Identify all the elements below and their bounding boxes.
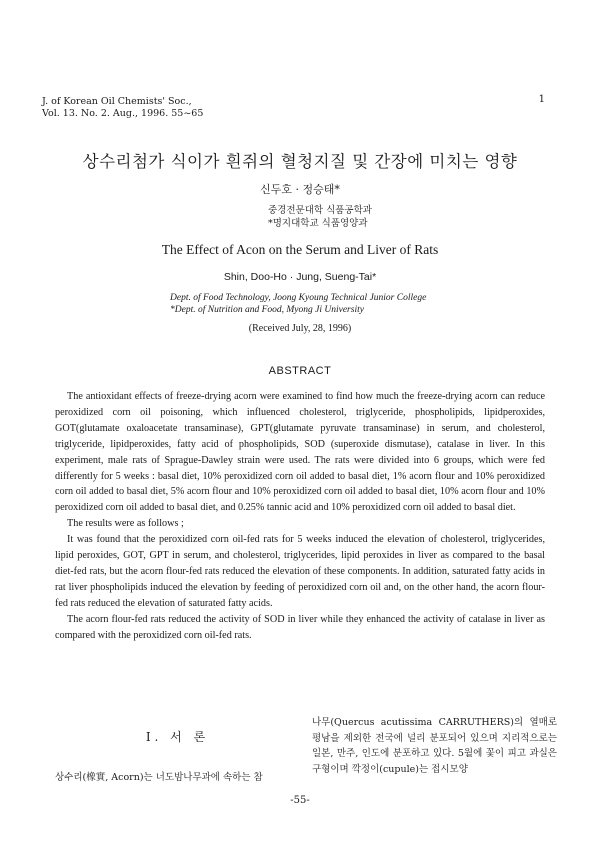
received-date: (Received July, 28, 1996): [248, 323, 352, 334]
affiliation-korean-2: *명지대학교 식품영양과: [268, 218, 368, 229]
journal-line-1: J. of Korean Oil Chemists' Soc.,: [42, 96, 192, 107]
journal-line-2: Vol. 13. No. 2. Aug., 1996. 55~65: [42, 108, 204, 119]
page-number-footer: -55-: [290, 795, 310, 806]
abstract-paragraph-2: The results were as follows ;: [67, 518, 184, 530]
abstract-body: [55, 389, 545, 644]
body-text-left-column: 상수리(橡實, Acorn)는 너도밤나무과에 속하는 참: [55, 772, 263, 783]
abstract-paragraph-1: The antioxidant effects of freeze-drying acorn were examined to find how much the freeze-drying acorn can reduce peroxidized corn oil poisoning, which influenced cholesterol, triglyceride, phospholipids, lipidperoxides, GOT(glutamate oxaloacetate transaminase), GPT(glutamate pyruvate transaminase) in serum, and cholesterol, triglyceride, lipidperoxides, fatty acid of phospholipids, SOD (superoxide dismutase), catalase in liver. In this experiment, male rats of Sprague-Dawley strain were used. The rats were divided into 6 groups, which were fed differently for 5 weeks : basal diet, 10% peroxidized corn oil added to basal diet, 1% acorn flour and 10% peroxidized corn oil added to basal diet, 5% acorn flour and 10% peroxidized corn oil added to basal diet, 10% acorn flour and 10% peroxidized corn oil added to basal diet, and 0.25% tannic acid and 10% peroxidized corn oil added to basal diet.: [55, 391, 545, 514]
title-korean: 상수리첨가 식이가 흰쥐의 혈청지질 및 간장에 미치는 영향: [82, 152, 518, 171]
authors-english: Shin, Doo-Ho · Jung, Sueng-Tai*: [223, 271, 377, 283]
abstract-heading: ABSTRACT: [268, 365, 332, 377]
affiliation-english-1: Dept. of Food Technology, Joong Kyoung Technical Junior College: [170, 293, 427, 303]
authors-korean: 신두호 · 정승태*: [260, 183, 340, 196]
affiliation-korean-1: 중경전문대학 식품공학과: [268, 205, 372, 216]
abstract-paragraph-4: The acorn flour-fed rats reduced the activity of SOD in liver while they enhanced the activity of catalase in liver as compared with the peroxidized corn oil-fed rats.: [55, 613, 545, 641]
title-english: The Effect of Acon on the Serum and Liver of Rats: [161, 242, 439, 257]
affiliation-korean: [268, 204, 372, 230]
body-text-right-column: 나무(Quercus acutissima CARRUTHERS)의 열매로 평남을 제외한 전국에 널리 분포되어 있으며 지리적으로는 일본, 만주, 인도에 분포하고 있다. 5월에 꽃이 피고 과실은 구형이며 깍정이(cupule)는 접시모양: [312, 717, 557, 775]
abstract-paragraph-3: It was found that the peroxidized corn oil-fed rats for 5 weeks induced the elevation of cholesterol, triglycerides, lipid peroxides, GOT, GPT in serum, and cholesterol, triglycerides, lipid peroxides in liver as compared to the basal diet-fed rats, but the acorn flour-fed rats reduced the elevation of these components. In addition, saturated fatty acids in rat liver phospholipids induced the elevation by feeding of peroxidized corn oil and, on the other hand, the acorn flour-fed rats reduced the elevation of saturated fatty acids.: [55, 534, 545, 609]
section-heading-introduction: I. 서 론: [145, 730, 210, 744]
affiliation-english-2: *Dept. of Nutrition and Food, Myong Ji University: [170, 305, 364, 315]
page-number-top: 1: [538, 94, 545, 105]
affiliation-english: [170, 292, 426, 316]
journal-citation: [42, 96, 203, 120]
